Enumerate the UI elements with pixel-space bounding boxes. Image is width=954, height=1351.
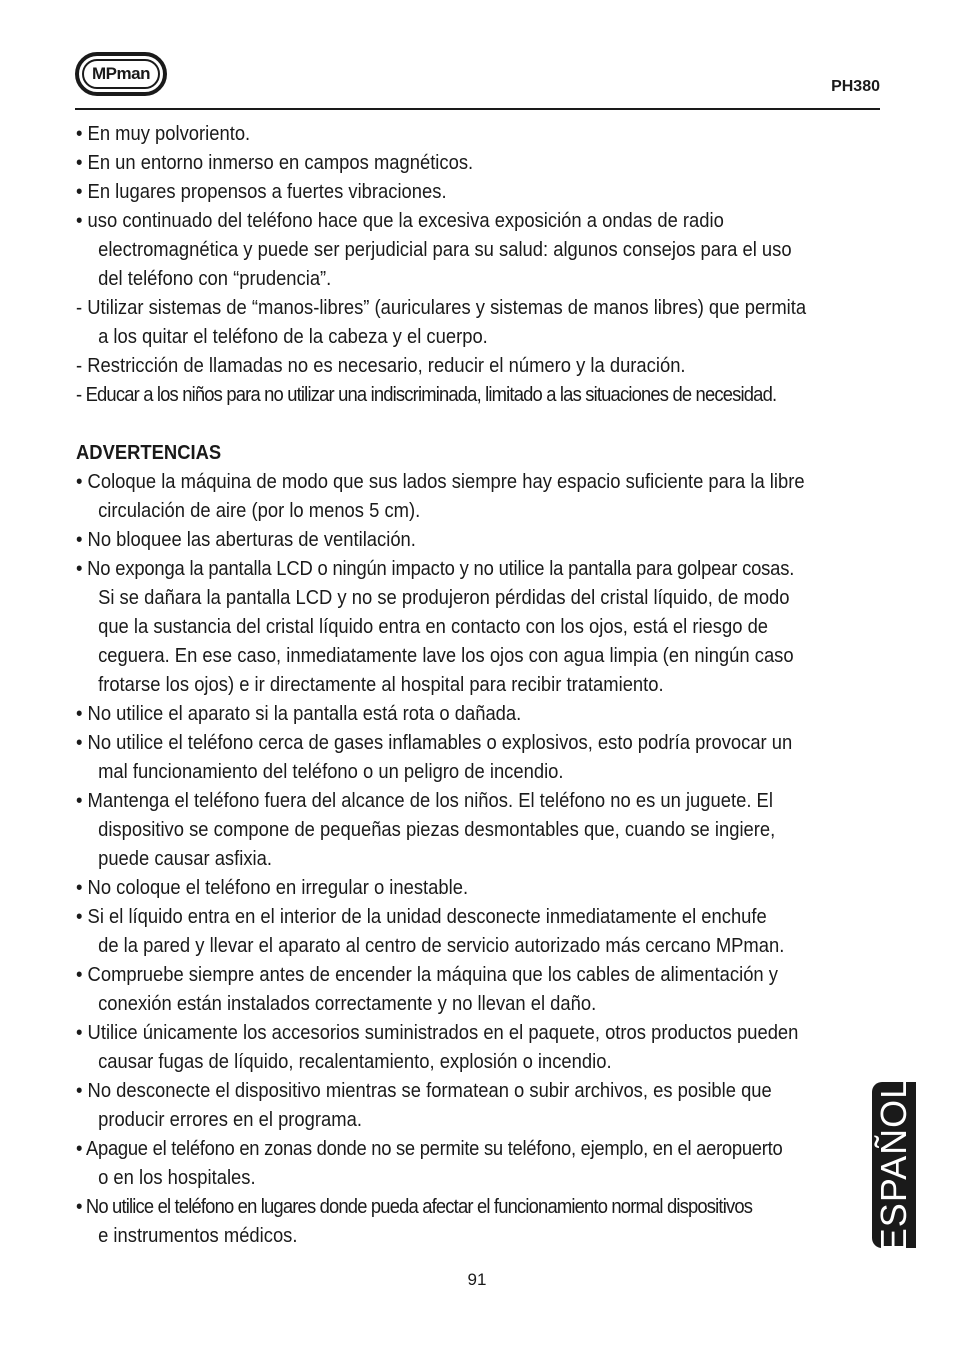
warning-line: • No utilice el teléfono en lugares donde pueda afectar el funcionamiento normal dispositivos xyxy=(76,1196,753,1218)
text-line: • En muy polvoriento. xyxy=(76,123,251,145)
warning-line: • Compruebe siempre antes de encender la máquina que los cables de alimentación y xyxy=(76,964,778,986)
warning-line: • No utilice el aparato si la pantalla está rota o dañada. xyxy=(76,703,522,725)
warning-line: • Mantenga el teléfono fuera del alcance de los niños. El teléfono no es un juguete. El xyxy=(76,790,773,812)
page-content xyxy=(76,120,884,1251)
warning-line: • No bloquee las aberturas de ventilación. xyxy=(76,529,416,551)
warning-line: frotarse los ojos) e ir directamente al hospital para recibir tratamiento. xyxy=(98,674,664,696)
warning-line: circulación de aire (por lo menos 5 cm). xyxy=(98,500,421,522)
section-heading: ADVERTENCIAS xyxy=(76,442,222,464)
warning-line: causar fugas de líquido, recalentamiento, explosión o incendio. xyxy=(98,1051,612,1073)
warning-line: conexión están instalados correctamente y no llevan el daño. xyxy=(98,993,597,1015)
text-line: - Restricción de llamadas no es necesario, reducir el número y la duración. xyxy=(76,355,686,377)
text-line: • uso continuado del teléfono hace que la excesiva exposición a ondas de radio xyxy=(76,210,724,232)
warning-line: • No coloque el teléfono en irregular o inestable. xyxy=(76,877,469,899)
warning-line: • Coloque la máquina de modo que sus lados siempre hay espacio suficiente para la libre xyxy=(76,471,805,493)
spacer xyxy=(76,410,884,439)
warning-line: • Apague el teléfono en zonas donde no se permite su teléfono, ejemplo, en el aeropuerto xyxy=(76,1138,783,1160)
warning-line: • Utilice únicamente los accesorios suministrados en el paquete, otros productos pueden xyxy=(76,1022,799,1044)
text-line: - Educar a los niños para no utilizar una indiscriminada, limitado a las situaciones de necesidad. xyxy=(76,384,777,406)
header-divider xyxy=(75,108,880,110)
text-line: a los quitar el teléfono de la cabeza y el cuerpo. xyxy=(98,326,488,348)
text-line: electromagnética y puede ser perjudicial para su salud: algunos consejos para el uso xyxy=(98,239,792,261)
mpman-logo xyxy=(75,52,167,96)
language-tab-label xyxy=(872,1077,916,1253)
language-label: ESPAÑOL xyxy=(873,1077,914,1253)
warning-line: • No utilice el teléfono cerca de gases inflamables o explosivos, esto podría provocar un xyxy=(76,732,793,754)
text-line: - Utilizar sistemas de “manos-libres” (auriculares y sistemas de manos libres) que permita xyxy=(76,297,807,319)
logo-text: MPman xyxy=(82,59,160,89)
warning-line: • No desconecte el dispositivo mientras se formatean o subir archivos, es posible que xyxy=(76,1080,772,1102)
text-line: • En lugares propensos a fuertes vibraciones. xyxy=(76,181,447,203)
warning-line: de la pared y llevar el aparato al centro de servicio autorizado más cercano MPman. xyxy=(98,935,785,957)
warning-line: que la sustancia del cristal líquido entra en contacto con los ojos, está el riesgo de xyxy=(98,616,769,638)
warning-line: Si se dañara la pantalla LCD y no se produjeron pérdidas del cristal líquido, de modo xyxy=(98,587,790,609)
warning-line: e instrumentos médicos. xyxy=(98,1225,298,1247)
model-number: PH380 xyxy=(831,78,880,95)
warning-line: producir errores en el programa. xyxy=(98,1109,362,1131)
warning-line: o en los hospitales. xyxy=(98,1167,256,1189)
warning-line: • No exponga la pantalla LCD o ningún impacto y no utilice la pantalla para golpear cosas. xyxy=(76,558,795,580)
warning-line: puede causar asfixia. xyxy=(98,848,272,870)
text-line: del teléfono con “prudencia”. xyxy=(98,268,332,290)
warning-line: dispositivo se compone de pequeñas piezas desmontables que, cuando se ingiere, xyxy=(98,819,776,841)
warning-line: ceguera. En ese caso, inmediatamente lave los ojos con agua limpia (en ningún caso xyxy=(98,645,794,667)
page-number: 91 xyxy=(467,1270,487,1289)
warning-line: mal funcionamiento del teléfono o un peligro de incendio. xyxy=(98,761,564,783)
warning-line: • Si el líquido entra en el interior de la unidad desconecte inmediatamente el enchufe xyxy=(76,906,767,928)
text-line: • En un entorno inmerso en campos magnéticos. xyxy=(76,152,474,174)
